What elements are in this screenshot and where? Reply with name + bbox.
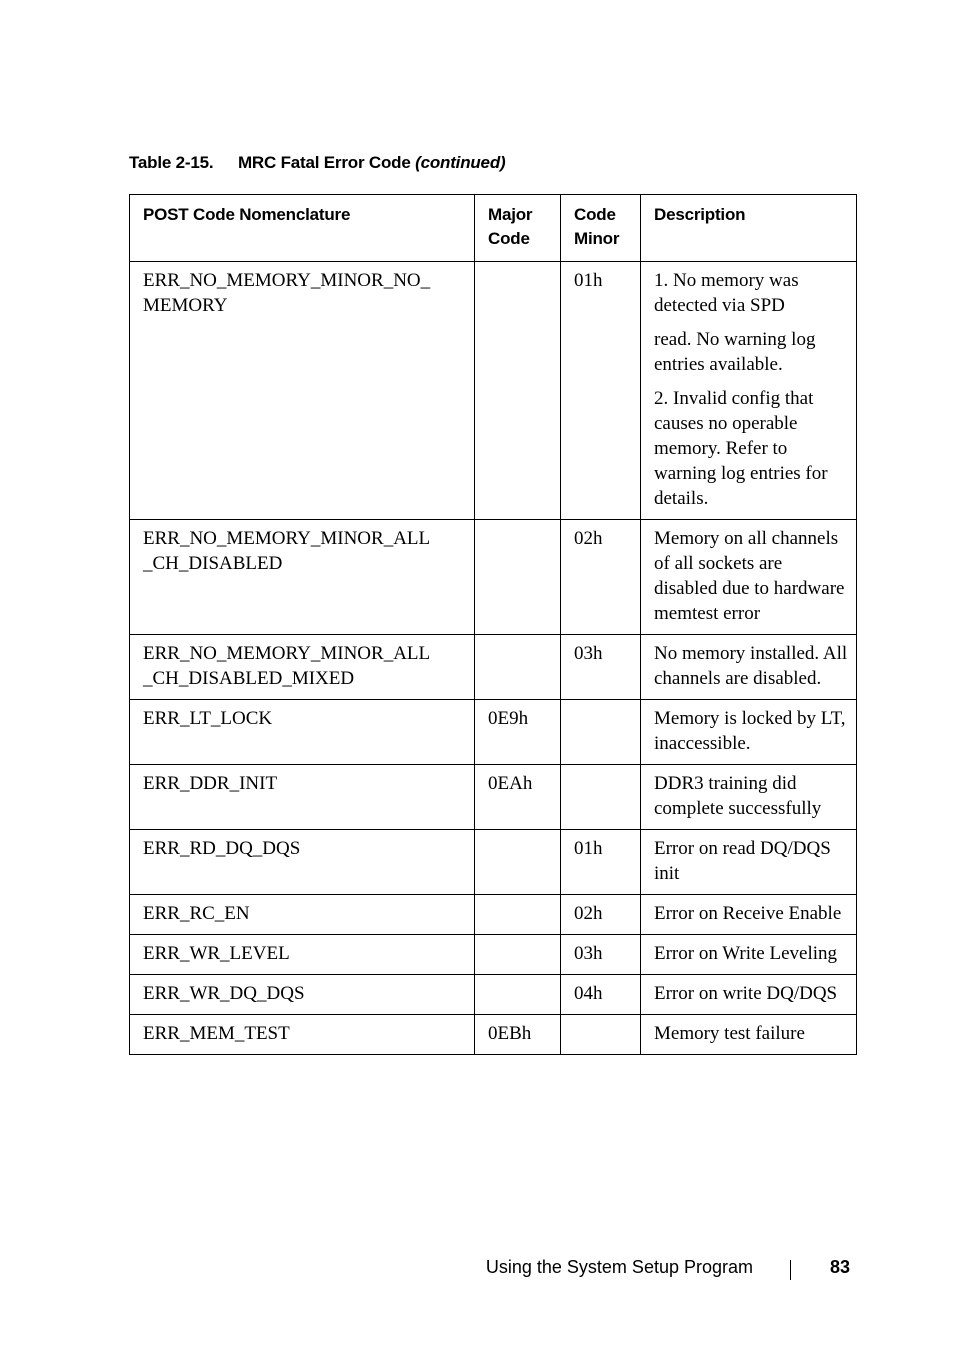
- table-row: [130, 700, 857, 765]
- footer-separator: [790, 1260, 791, 1280]
- header-post-code-nomenclature: POST Code Nomenclature: [130, 195, 475, 262]
- cell-major-code: [475, 520, 561, 635]
- cell-major-code: 0E9h: [475, 700, 561, 765]
- cell-major-code: [475, 895, 561, 935]
- mrc-error-code-table: [129, 194, 857, 1055]
- cell-nomenclature: ERR_LT_LOCK: [130, 700, 475, 765]
- cell-nomenclature: ERR_MEM_TEST: [130, 1015, 475, 1055]
- cell-major-code: [475, 830, 561, 895]
- cell-nomenclature: ERR_WR_DQ_DQS: [130, 975, 475, 1015]
- cell-major-code: 0EAh: [475, 765, 561, 830]
- cell-description: [641, 895, 857, 935]
- table-title: MRC Fatal Error Code: [237, 153, 411, 172]
- cell-minor-code: 02h: [561, 895, 641, 935]
- description-paragraph: Error on read DQ/DQS init: [654, 838, 831, 884]
- description-paragraph: Memory on all channels of all sockets are disabled due to hardware memtest error: [654, 528, 845, 624]
- table-row: [130, 830, 857, 895]
- description-paragraph: read. No warning log entries available.: [654, 329, 816, 375]
- cell-description: [641, 935, 857, 975]
- cell-description: [641, 700, 857, 765]
- description-paragraph: Memory test failure: [654, 1023, 805, 1044]
- description-paragraph: Error on Receive Enable: [654, 903, 842, 924]
- cell-major-code: 0EBh: [475, 1015, 561, 1055]
- description-paragraph: 1. No memory was detected via SPD: [654, 270, 799, 316]
- header-description: Description: [641, 195, 857, 262]
- description-paragraph: Memory is locked by LT, inaccessible.: [654, 708, 846, 754]
- cell-minor-code: [561, 700, 641, 765]
- cell-nomenclature: ERR_NO_MEMORY_MINOR_ALL _CH_DISABLED: [130, 520, 475, 635]
- cell-minor-code: 04h: [561, 975, 641, 1015]
- table-row: [130, 262, 857, 520]
- cell-description: [641, 1015, 857, 1055]
- cell-description: [641, 975, 857, 1015]
- table-row: [130, 895, 857, 935]
- cell-minor-code: 01h: [561, 262, 641, 520]
- description-paragraph: DDR3 training did complete successfully: [654, 773, 822, 819]
- cell-major-code: [475, 975, 561, 1015]
- cell-nomenclature: ERR_RD_DQ_DQS: [130, 830, 475, 895]
- description-paragraph: Error on write DQ/DQS: [654, 983, 838, 1004]
- page-footer: [0, 1255, 954, 1285]
- table-row: [130, 975, 857, 1015]
- cell-nomenclature: ERR_DDR_INIT: [130, 765, 475, 830]
- description-paragraph: 2. Invalid config that causes no operable memory. Refer to warning log entries for details.: [654, 388, 828, 509]
- table-row: [130, 935, 857, 975]
- description-paragraph: Error on Write Leveling: [654, 943, 838, 964]
- cell-description: [641, 765, 857, 830]
- cell-nomenclature: ERR_WR_LEVEL: [130, 935, 475, 975]
- table-header-row: [130, 195, 857, 262]
- header-major-code: Major Code: [475, 195, 561, 262]
- cell-minor-code: [561, 1015, 641, 1055]
- table-row: [130, 520, 857, 635]
- cell-minor-code: 03h: [561, 635, 641, 700]
- table-row: [130, 765, 857, 830]
- table-row: [130, 1015, 857, 1055]
- cell-nomenclature: ERR_NO_MEMORY_MINOR_NO_ MEMORY: [130, 262, 475, 520]
- table-continued-label: (continued): [415, 153, 506, 172]
- cell-nomenclature: ERR_RC_EN: [130, 895, 475, 935]
- description-paragraph: No memory installed. All channels are disabled.: [654, 643, 848, 689]
- page-number: 83: [829, 1257, 850, 1277]
- cell-description: [641, 262, 857, 520]
- cell-minor-code: 02h: [561, 520, 641, 635]
- table-row: [130, 635, 857, 700]
- footer-section-title: Using the System Setup Program: [485, 1257, 753, 1277]
- cell-minor-code: 03h: [561, 935, 641, 975]
- cell-description: [641, 520, 857, 635]
- cell-nomenclature: ERR_NO_MEMORY_MINOR_ALL _CH_DISABLED_MIXED: [130, 635, 475, 700]
- cell-major-code: [475, 635, 561, 700]
- header-code-minor: Code Minor: [561, 195, 641, 262]
- cell-major-code: [475, 935, 561, 975]
- cell-minor-code: [561, 765, 641, 830]
- table-number: Table 2-15.: [129, 153, 214, 172]
- cell-description: [641, 635, 857, 700]
- cell-minor-code: 01h: [561, 830, 641, 895]
- table-caption: [129, 153, 505, 173]
- cell-description: [641, 830, 857, 895]
- cell-major-code: [475, 262, 561, 520]
